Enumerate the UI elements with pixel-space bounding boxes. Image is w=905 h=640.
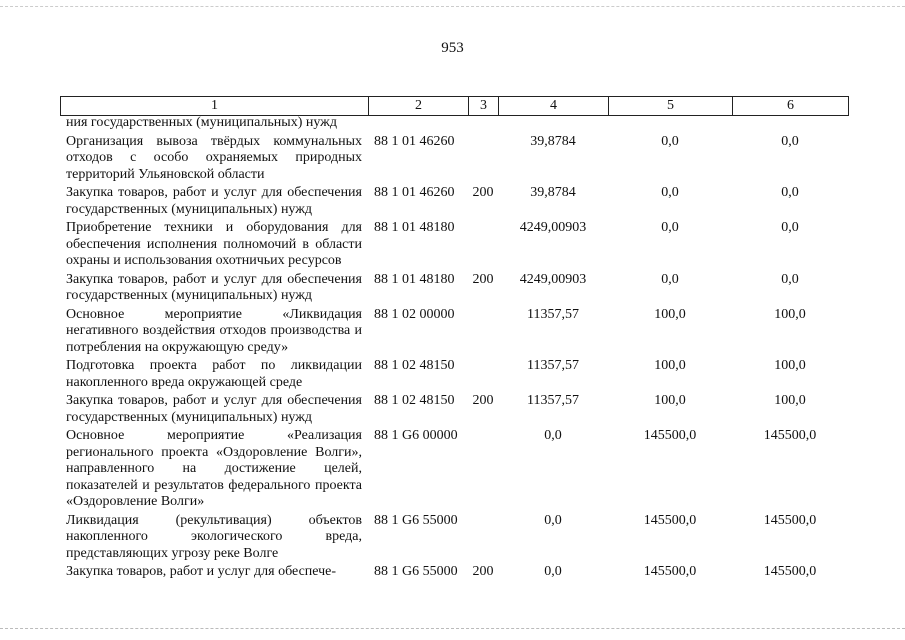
row-name: Ликвидация (рекультивация) объектов накопленного экологического вреда, представляющих угрозу реке Волге	[66, 512, 362, 561]
row-value-col5: 145500,0	[643, 564, 697, 579]
row-expense-type	[468, 428, 498, 513]
row-expense-type: 200	[472, 393, 494, 408]
row-value-col5	[608, 115, 732, 134]
column-header-table	[60, 96, 849, 116]
row-value-col6: 0,0	[781, 220, 799, 235]
column-header-row	[61, 97, 849, 116]
row-value-col4: 4249,00903	[519, 271, 587, 287]
row-expense-type	[468, 115, 498, 134]
row-expense-type	[468, 220, 498, 272]
table-row	[60, 307, 848, 359]
page-number: 953	[441, 40, 464, 56]
row-code: 88 1 G6 55000	[374, 564, 458, 579]
row-expense-type: 200	[472, 271, 494, 287]
row-value-col5: 100,0	[654, 306, 686, 322]
row-name: Закупка товаров, работ и услуг для обеспече-	[66, 564, 337, 579]
row-name: Закупка товаров, работ и услуг для обеспечения государственных (муниципальных) нужд	[66, 393, 362, 425]
table-row	[60, 272, 848, 307]
scan-edge-bottom	[0, 628, 905, 631]
row-name: Организация вывоза твёрдых коммунальных отходов с особо охраняемых природных территорий Ульяновской области	[66, 133, 362, 182]
row-value-col4: 11357,57	[527, 358, 579, 373]
row-value-col6: 0,0	[781, 185, 799, 200]
row-value-col4: 0,0	[544, 428, 562, 443]
row-value-col6: 145500,0	[763, 512, 817, 528]
row-value-col5: 0,0	[661, 271, 679, 287]
table-row	[60, 134, 848, 186]
row-value-col6: 0,0	[781, 133, 799, 149]
row-expense-type	[468, 358, 498, 393]
row-value-col6: 0,0	[781, 271, 799, 287]
scan-edge-top	[0, 6, 905, 8]
row-code: 88 1 01 46260	[374, 133, 455, 149]
row-value-col5: 100,0	[654, 393, 686, 408]
table-row	[60, 358, 848, 393]
row-name: Основное мероприятие «Ликвидация негативного воздействия отходов производства и потребления на окружающую среду»	[66, 306, 362, 355]
table-row	[60, 185, 848, 220]
row-name: Приобретение техники и оборудования для обеспечения исполнения полномочий в области охраны и использования охотничьих ресурсов	[66, 220, 362, 268]
row-value-col5: 145500,0	[643, 512, 697, 528]
column-header-6: 6	[733, 97, 849, 116]
table-row	[60, 115, 848, 134]
column-header-4: 4	[499, 97, 609, 116]
row-expense-type	[468, 307, 498, 359]
row-code: 88 1 02 48150	[374, 358, 455, 373]
row-code: 88 1 01 46260	[374, 185, 455, 200]
row-value-col4	[498, 115, 608, 134]
table-row	[60, 513, 848, 565]
row-name: Подготовка проекта работ по ликвидации накопленного вреда окружающей среде	[66, 358, 362, 390]
row-code: 88 1 01 48180	[374, 220, 455, 235]
row-value-col5: 100,0	[654, 358, 686, 373]
table-row	[60, 564, 848, 583]
row-name: Закупка товаров, работ и услуг для обеспечения государственных (муниципальных) нужд	[66, 271, 362, 303]
row-value-col5: 145500,0	[643, 428, 697, 443]
table-row	[60, 220, 848, 272]
row-value-col6: 100,0	[774, 358, 806, 373]
row-code: 88 1 02 00000	[374, 306, 455, 322]
column-header-3: 3	[469, 97, 499, 116]
budget-table-body	[60, 115, 848, 583]
row-expense-type: 200	[472, 185, 494, 200]
row-value-col4: 11357,57	[527, 306, 579, 322]
row-code: 88 1 G6 55000	[374, 512, 458, 528]
row-value-col4: 0,0	[544, 564, 562, 579]
table-row	[60, 393, 848, 428]
row-value-col4: 4249,00903	[519, 220, 587, 235]
row-value-col4: 39,8784	[530, 133, 576, 149]
row-expense-type	[468, 513, 498, 565]
row-name: ния государственных (муниципальных) нужд	[66, 115, 337, 130]
row-value-col6: 145500,0	[763, 428, 817, 443]
row-code	[368, 115, 468, 134]
row-value-col6: 100,0	[774, 393, 806, 408]
row-expense-type: 200	[472, 564, 494, 579]
row-value-col5: 0,0	[661, 185, 679, 200]
budget-table	[60, 115, 848, 583]
row-value-col5: 0,0	[661, 133, 679, 149]
row-value-col6	[732, 115, 848, 134]
row-value-col6: 145500,0	[763, 564, 817, 579]
row-name: Основное мероприятие «Реализация регионального проекта «Оздоровление Волги», направленного на достижение целей, показателей и результатов федерального проекта «Оздоровление Волги»	[66, 428, 362, 509]
row-value-col4: 11357,57	[527, 393, 579, 408]
row-value-col4: 39,8784	[530, 185, 576, 200]
row-code: 88 1 01 48180	[374, 271, 455, 287]
row-code: 88 1 02 48150	[374, 393, 455, 408]
column-header-2: 2	[369, 97, 469, 116]
row-name: Закупка товаров, работ и услуг для обеспечения государственных (муниципальных) нужд	[66, 185, 362, 217]
row-code: 88 1 G6 00000	[374, 428, 458, 443]
column-header-1: 1	[61, 97, 369, 116]
row-expense-type	[468, 134, 498, 186]
row-value-col5: 0,0	[661, 220, 679, 235]
row-value-col6: 100,0	[774, 306, 806, 322]
row-value-col4: 0,0	[544, 512, 562, 528]
table-row	[60, 428, 848, 513]
column-header-5: 5	[609, 97, 733, 116]
